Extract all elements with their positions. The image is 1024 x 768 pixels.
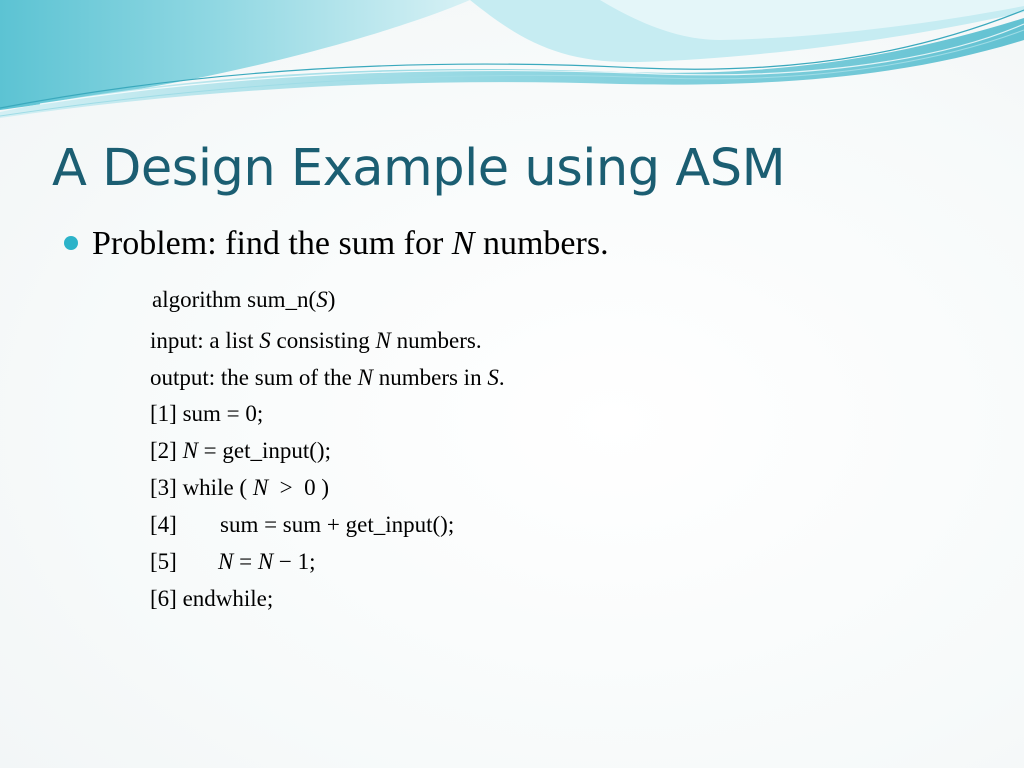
header-wave-decoration [0, 0, 1024, 130]
algorithm-step-4: [4] sum = sum + get_input(); [150, 512, 455, 537]
algorithm-step-6: [6] endwhile; [150, 586, 274, 611]
algorithm-step-5: [5] N = N − 1; [150, 549, 316, 574]
algorithm-output-line: output: the sum of the N numbers in S. [150, 365, 505, 390]
algorithm-input-line: input: a list S consisting N numbers. [150, 328, 482, 353]
problem-statement: Problem: find the sum for N numbers. [92, 225, 609, 262]
slide-title: A Design Example using ASM [52, 139, 786, 198]
algorithm-step-2: [2] N = get_input(); [150, 438, 331, 463]
algorithm-step-3: [3] while ( N > 0 ) [150, 475, 330, 500]
algorithm-step-1: [1] sum = 0; [150, 401, 264, 426]
bullet-dot-icon [64, 236, 78, 250]
algorithm-header: algorithm sum_n(S) [152, 287, 336, 312]
